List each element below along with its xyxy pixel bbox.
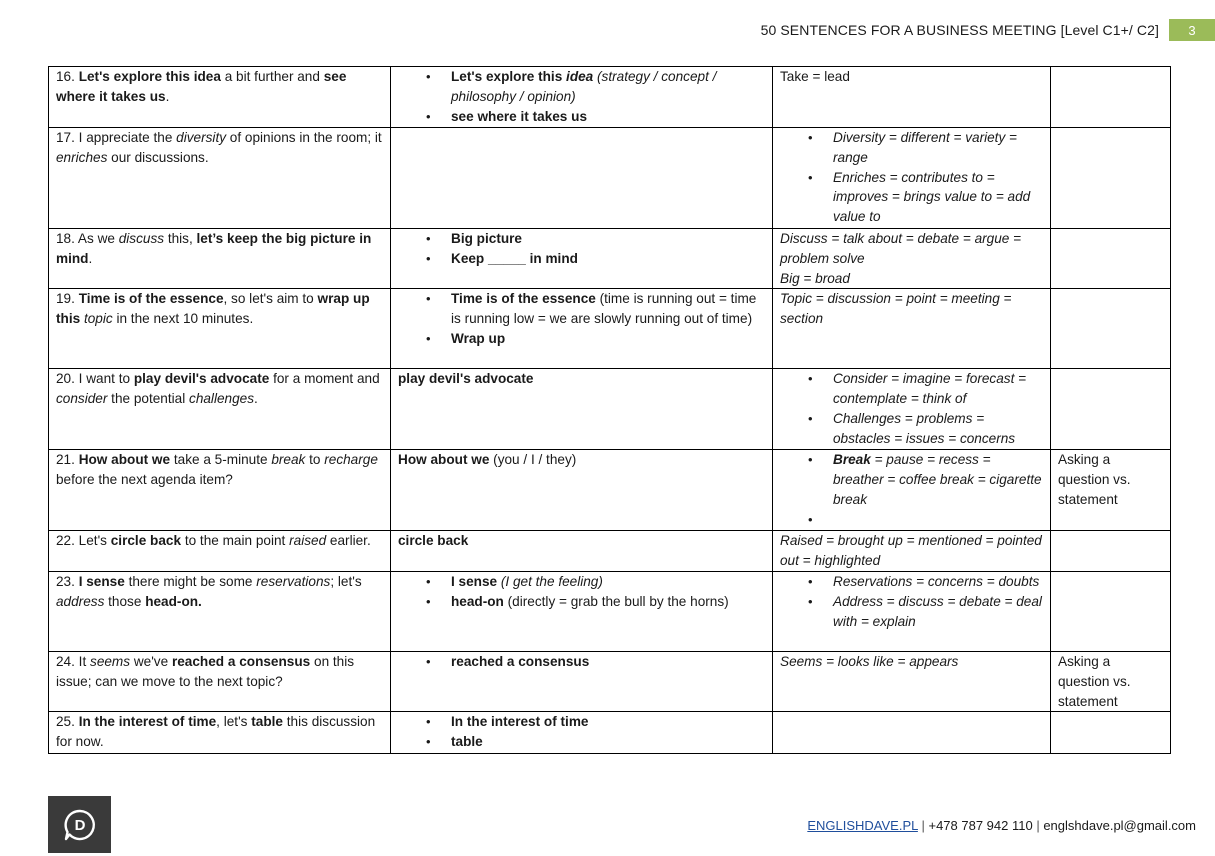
sentence-cell [49,531,391,572]
text-run: on this issue; can we move to the next topic? [56,653,355,689]
text-run: let’s keep the big picture in mind [56,231,372,266]
text-run: 25. [56,714,79,730]
synonyms-cell [773,571,1051,651]
text-run: discuss [118,231,165,246]
text-run: see where it takes us [56,69,347,104]
text-line [398,531,765,551]
key-phrases-cell [391,712,773,754]
text-run: In the interest of time [451,714,589,730]
text-run: table [451,734,483,750]
text-run: diversity [176,130,227,145]
bullet-item [451,652,765,672]
englishdave-logo-icon [48,796,111,853]
synonyms-cell [773,229,1051,289]
table-row [49,229,1171,289]
text-run: = pause = recess = breather = coffee break = cigarette break [833,452,1042,507]
text-run: ; let's [330,573,362,589]
logo-glyph [63,808,97,842]
bullet-item [451,592,765,612]
sentence-cell [49,67,391,128]
text-run: I sense [451,573,498,589]
bullet-list [780,572,1043,631]
text-run: Challenges = problems = obstacles = issues = concerns [833,410,1016,446]
text-run: a bit further and [220,69,324,84]
text-run: topic [83,311,113,327]
bullet-list [780,450,1043,529]
notes-cell [1051,571,1171,651]
bullet-item [451,732,765,752]
text-run: circle back [110,533,182,549]
text-run: (I get the feeling) [497,573,603,589]
bullet-item [833,510,1043,530]
bullet-item [833,128,1043,168]
text-run: . [254,391,258,407]
bullet-item [833,409,1043,449]
notes-cell [1051,651,1171,711]
text-run: Asking a question vs. statement [1058,653,1131,709]
sentence-cell [49,571,391,651]
text-run: Diversity = different = variety = range [833,130,1017,165]
text-run: enriches [56,149,108,165]
text-run: Big picture [451,231,522,246]
page-header [761,19,1215,41]
table-row [49,712,1171,754]
text-run: Time is of the essence [451,291,596,307]
text-line [780,269,1043,289]
sentence-cell [49,289,391,369]
text-run: take a 5-minute [170,452,272,468]
table-row [49,128,1171,229]
table-row [49,651,1171,711]
text-run: , so let's aim to [223,291,318,307]
bullet-item [451,572,765,592]
text-run: head-on [451,593,504,609]
text-line [780,652,1043,672]
synonyms-cell [773,712,1051,754]
bullet-list [780,128,1043,227]
text-run: , let's [216,714,252,730]
sentence-cell [49,128,391,229]
bullet-item [451,229,765,249]
page-footer [807,818,1196,833]
text-run: there might be some [124,573,257,589]
text-line [398,450,765,470]
bullet-list [398,712,765,752]
notes-cell [1051,289,1171,369]
bullet-list [398,229,765,269]
text-run: break [271,452,306,468]
bullet-item [451,107,765,127]
bullet-list [398,652,765,672]
text-run: 19. [56,291,79,307]
text-run: Asking a question vs. statement [1058,452,1131,507]
bullet-item [833,369,1043,409]
text-run: Seems = looks like = appears [780,653,959,669]
text-run: How about we [78,452,171,468]
text-run: Reservations = concerns = doubts [833,573,1040,589]
text-run: this, [164,231,197,246]
text-run: for a moment and [269,371,380,387]
text-run: head-on. [145,593,202,609]
text-run: . [165,88,170,104]
text-run: play devil's advocate [398,371,534,387]
text-run: Time is of the essence [78,291,224,307]
key-phrases-cell [391,128,773,229]
email-address: englshdave.pl@gmail.com [1043,818,1196,833]
text-run: Big = broad [780,270,850,286]
phone-number: +478 787 942 110 [928,818,1033,833]
bullet-item [451,329,765,349]
synonyms-cell [773,128,1051,229]
vocabulary-table-body [49,67,1171,754]
document-title: 50 SENTENCES FOR A BUSINESS MEETING [Level C1+/ C2] [760,22,1159,38]
text-run: earlier. [326,533,371,549]
text-line [780,67,1043,87]
text-run: consider [56,391,108,407]
text-run: those [104,593,146,609]
notes-cell [1051,712,1171,754]
footer-separator: | [1032,818,1044,833]
notes-cell [1051,128,1171,229]
text-run: (strategy / concept / philosophy / opinion) [451,69,717,104]
text-run: Consider = imagine = forecast = contemplate = think of [833,371,1027,407]
text-run: Raised = brought up = mentioned = pointed out = highlighted [780,533,1042,569]
notes-cell [1051,531,1171,572]
table-row [49,450,1171,531]
table-row [49,531,1171,572]
notes-cell [1051,229,1171,289]
text-run: this discussion for now. [56,714,376,750]
bullet-item [833,592,1043,632]
table-row [49,67,1171,128]
text-line [398,369,765,389]
text-line [780,229,1043,269]
sentence-cell [49,229,391,289]
text-run: Keep _____ in mind [451,250,578,266]
website-link[interactable]: ENGLISHDAVE.PL [807,818,918,833]
text-run: How about we [398,452,490,468]
text-run: 22. Let's [56,533,111,549]
text-line [780,289,1043,329]
notes-cell [1051,67,1171,128]
text-run: address [56,593,105,609]
svg-text:D: D [74,816,85,834]
bullet-item [451,289,765,329]
bullet-list [398,289,765,348]
text-run: reservations [256,573,331,589]
table-row [49,369,1171,450]
bullet-item [833,572,1043,592]
synonyms-cell [773,531,1051,572]
bullet-list [398,572,765,612]
sentence-cell [49,450,391,531]
text-run: Address = discuss = debate = deal with = explain [833,593,1042,629]
text-run: we've [130,653,172,669]
table-row [49,289,1171,369]
bullet-list [780,369,1043,448]
sentence-cell [49,369,391,450]
text-run: Discuss = talk about = debate = argue = problem solve [780,231,1022,266]
key-phrases-cell [391,531,773,572]
sentence-cell [49,651,391,711]
text-run: circle back [398,533,469,549]
key-phrases-cell [391,289,773,369]
bullet-item [451,67,765,107]
text-run: raised [289,533,327,549]
sentence-cell [49,712,391,754]
table-row [49,571,1171,651]
text-run: 16. [56,69,79,84]
text-run: to [305,452,325,468]
bullet-item [833,450,1043,509]
text-run: Take = lead [780,69,850,84]
text-run: I sense [78,573,125,589]
text-run: Let's explore this [451,69,567,84]
notes-cell [1051,369,1171,450]
text-run: Let's explore this idea [78,69,221,84]
text-run: to the main point [181,533,290,549]
synonyms-cell [773,369,1051,450]
vocabulary-table [48,66,1171,754]
synonyms-cell [773,450,1051,531]
text-run: before the next agenda item? [56,472,233,488]
text-run: reached a consensus [451,653,590,669]
page-number-badge: 3 [1169,19,1215,41]
text-run: Wrap up [451,330,506,346]
text-run: (directly = grab the bull by the horns) [503,593,729,609]
text-run: the potential [107,391,190,407]
text-run: 20. I want to [56,371,134,387]
text-run: In the interest of time [78,714,217,730]
key-phrases-cell [391,571,773,651]
key-phrases-cell [391,450,773,531]
text-run: 23. [56,573,79,589]
text-run: seems [90,653,131,669]
text-run: 18. As we [56,231,119,246]
text-run: Break [833,452,871,468]
text-run: . [88,250,93,266]
text-run: table [251,714,283,730]
text-run: (time is running out = time is running low = we are slowly running out of time) [451,291,757,327]
text-run: 21. [56,452,79,468]
key-phrases-cell [391,651,773,711]
synonyms-cell [773,289,1051,369]
text-run: 17. I appreciate the [56,130,177,145]
key-phrases-cell [391,67,773,128]
key-phrases-cell [391,369,773,450]
bullet-item [451,249,765,269]
bullet-item [451,712,765,732]
text-run: of opinions in the room; it [226,130,382,145]
text-run: our discussions. [107,149,209,165]
text-run: (you / I / they) [489,452,577,468]
text-run: idea [566,69,594,84]
text-run: reached a consensus [171,653,311,669]
notes-cell [1051,450,1171,531]
footer-separator: | [917,818,929,833]
text-run: wrap up this [56,291,370,327]
synonyms-cell [773,67,1051,128]
text-run: recharge [324,452,378,468]
text-line [780,531,1043,571]
bullet-list [398,67,765,126]
text-run: play devil's advocate [133,371,270,387]
text-run: in the next 10 minutes. [112,311,254,327]
text-run: challenges [189,391,255,407]
synonyms-cell [773,651,1051,711]
bullet-item [833,168,1043,227]
key-phrases-cell [391,229,773,289]
text-run: 24. It [56,653,91,669]
text-run: see where it takes us [451,108,588,124]
text-run: Topic = discussion = point = meeting = section [780,291,1012,327]
text-run: Enriches = contributes to = improves = brings value to = add value to [833,169,1031,225]
